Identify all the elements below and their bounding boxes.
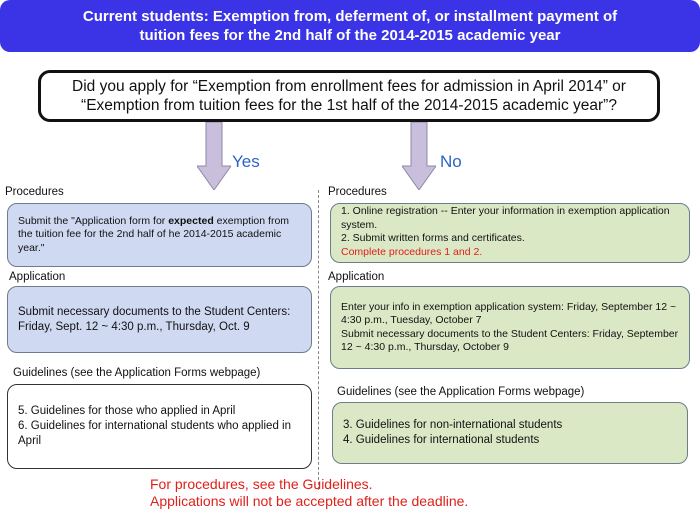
no-application-label: Application [328,271,385,283]
no-procedure-item: 2. Submit written forms and certificates. [341,232,525,244]
yes-guidelines-box [7,384,312,469]
yes-application-box [7,286,312,353]
no-procedures-box [330,203,690,263]
footer-line-1: For procedures, see the Guidelines. [150,476,373,492]
no-branch-label: No [440,152,462,171]
no-procedures-label: Procedures [328,186,387,198]
no-guidelines-box [332,402,688,464]
yes-guideline-item: 6. Guidelines for international students who applied in April [18,420,291,447]
no-procedures-note: Complete procedures 1 and 2. [341,245,483,258]
no-procedure-item: 1. Online registration -- Enter your information in exemption application system. [341,205,670,231]
title-line-1: Current students: Exemption from, deferment of, or installment payment of [82,8,618,25]
yes-procedures-text: Submit the "Application form for expected exemption from the tuition fee for the 2nd half of he 2014-2015 academic year." [18,214,290,254]
yes-guidelines-label: Guidelines (see the Application Forms webpage) [13,367,261,379]
no-guidelines-label: Guidelines (see the Application Forms webpage) [337,386,585,398]
question-box [38,70,660,122]
footer-line-2: Applications will not be accepted after the deadline. [150,493,469,509]
no-application-box [330,286,690,369]
yes-procedures-emphasis: expected [168,214,214,227]
yes-application-label: Application [9,271,66,283]
yes-procedures-box [7,203,312,267]
title-line-2: tuition fees for the 2nd half of the 2014-2015 academic year [139,27,561,44]
question-line-1: Did you apply for “Exemption from enrollment fees for admission in April 2014” or [72,78,626,95]
question-line-2: “Exemption from tuition fees for the 1st half of the 2014-2015 academic year”? [81,97,617,114]
yes-procedures-label: Procedures [5,186,64,198]
no-down-arrow-icon [402,122,436,190]
yes-down-arrow-icon [197,122,231,190]
title-banner [0,0,700,52]
no-guideline-item: 3. Guidelines for non-international students [343,419,563,431]
footer-notice [150,476,570,510]
no-application-item: Enter your info in exemption application system: Friday, September 12 ~ 4:30 p.m., Tuesday, October 7 [341,300,677,326]
yes-branch-label: Yes [232,152,260,171]
yes-guideline-item: 5. Guidelines for those who applied in April [18,405,236,417]
branch-divider [318,190,319,490]
yes-application-line-2: Friday, Sept. 12 ~ 4:30 p.m., Thursday, Oct. 9 [18,320,250,333]
no-application-item: Submit necessary documents to the Student Centers: Friday, September 12 ~ 4:30 p.m., Thursday, October 9 [341,327,679,353]
no-guideline-item: 4. Guidelines for international students [343,434,540,446]
yes-application-line-1: Submit necessary documents to the Student Centers: [18,305,291,318]
